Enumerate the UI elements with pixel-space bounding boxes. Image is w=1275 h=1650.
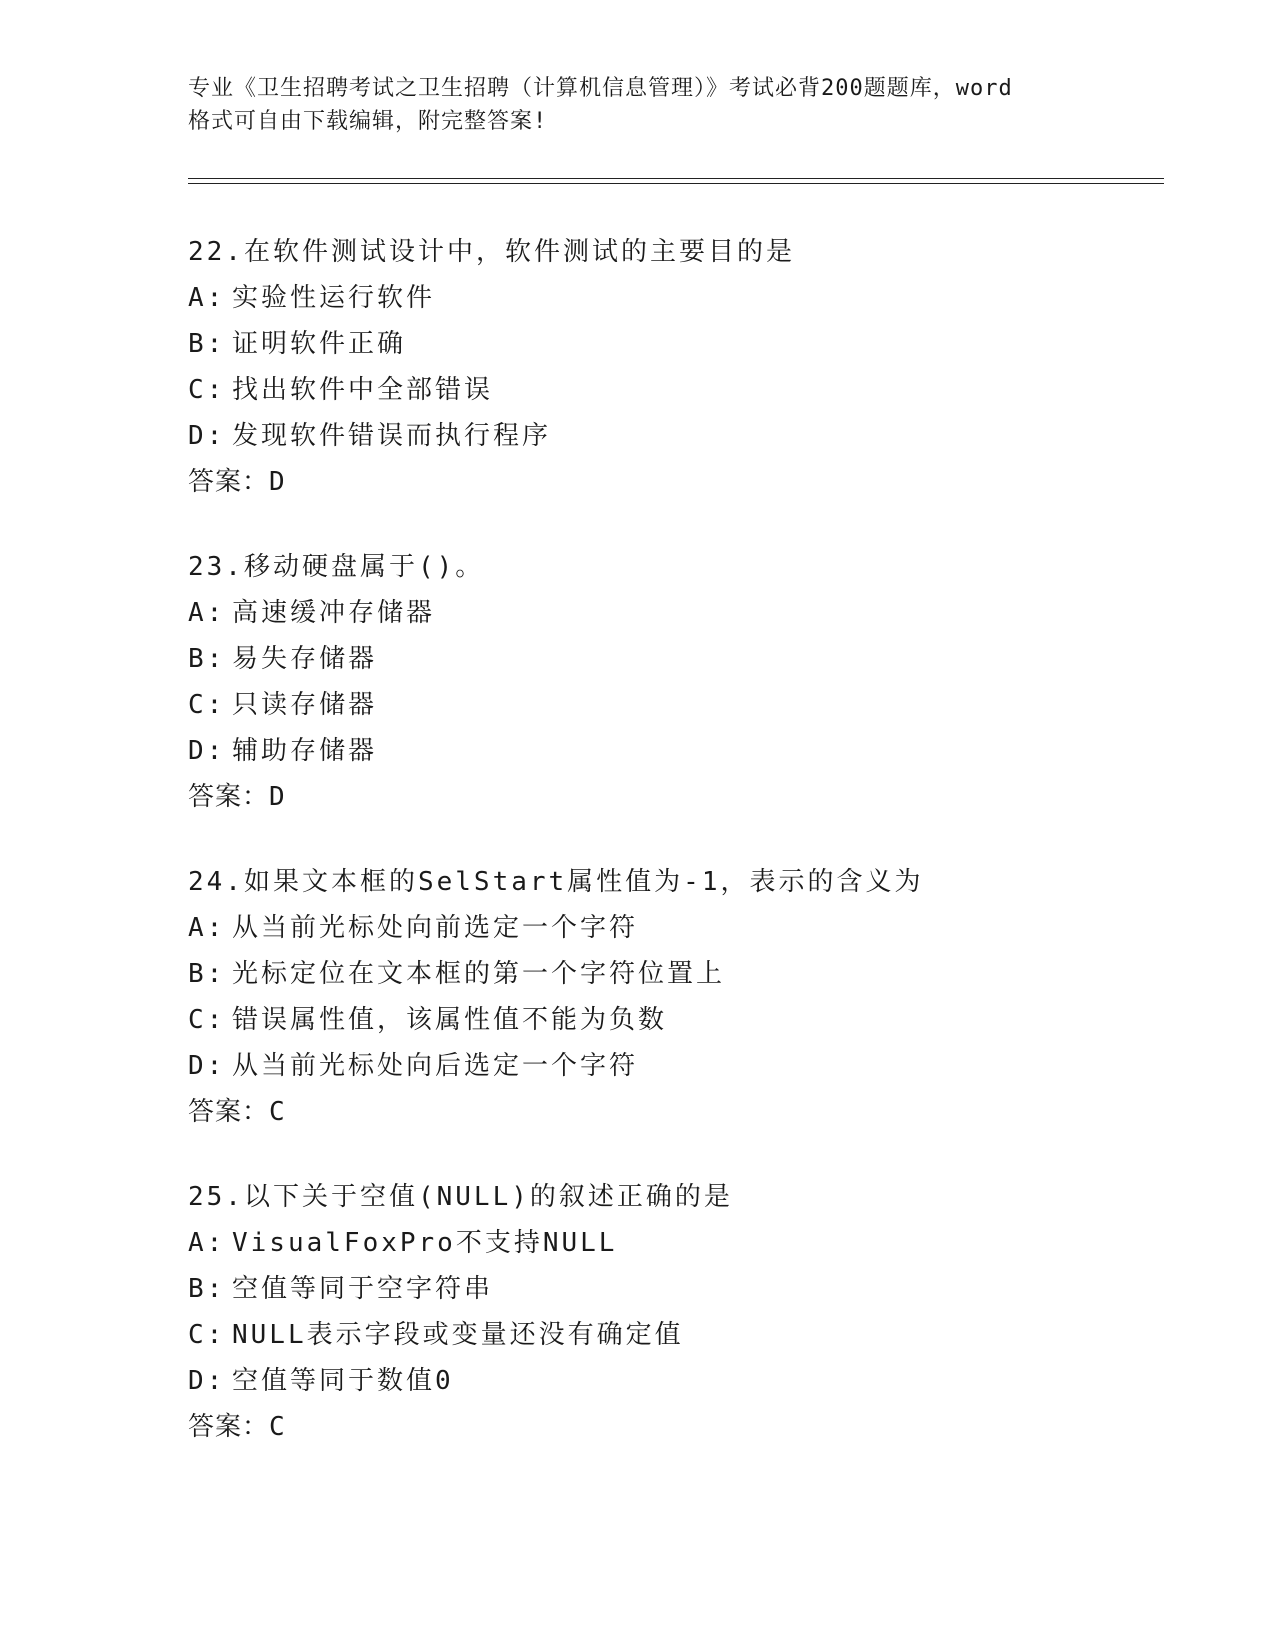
question-stem: 23.移动硬盘属于()。 — [188, 552, 485, 582]
option-text: 错误属性值，该属性值不能为负数 — [232, 1005, 668, 1035]
option-b — [188, 321, 1148, 367]
option-label: A: — [188, 598, 226, 628]
option-d — [188, 413, 1148, 459]
option-label: A: — [188, 913, 226, 943]
option-b — [188, 951, 1148, 997]
option-label: B: — [188, 329, 226, 359]
answer-value: D — [269, 782, 286, 812]
option-label: B: — [188, 1274, 226, 1304]
option-text: 辅助存储器 — [232, 736, 378, 766]
answer-value: D — [269, 467, 286, 497]
header-divider-bottom — [188, 183, 1164, 184]
answer-label: 答案： — [188, 1412, 270, 1442]
option-label: B: — [188, 959, 226, 989]
question-22 — [188, 229, 1148, 505]
option-text: 高速缓冲存储器 — [232, 598, 436, 628]
option-c — [188, 367, 1148, 413]
option-text: 空值等同于空字符串 — [232, 1274, 494, 1304]
header-line-2: 格式可自由下载编辑，附完整答案! — [188, 109, 548, 134]
option-text: 证明软件正确 — [232, 329, 407, 359]
question-25 — [188, 1174, 1148, 1450]
answer-line — [188, 1089, 1148, 1135]
option-text: 空值等同于数值0 — [232, 1366, 454, 1396]
header-divider-top — [188, 178, 1164, 179]
option-b — [188, 636, 1148, 682]
option-d — [188, 1043, 1148, 1089]
option-label: D: — [188, 421, 226, 451]
option-label: C: — [188, 690, 226, 720]
option-label: B: — [188, 644, 226, 674]
answer-value: C — [269, 1097, 286, 1127]
option-text: NULL表示字段或变量还没有确定值 — [232, 1320, 684, 1350]
header-line-1: 专业《卫生招聘考试之卫生招聘（计算机信息管理）》考试必背200题题库，word — [188, 76, 1013, 101]
answer-label: 答案： — [188, 467, 270, 497]
question-stem: 25.以下关于空值(NULL)的叙述正确的是 — [188, 1182, 733, 1212]
option-c — [188, 1312, 1148, 1358]
option-text: 从当前光标处向前选定一个字符 — [232, 913, 639, 943]
question-24 — [188, 859, 1148, 1135]
option-b — [188, 1266, 1148, 1312]
option-label: A: — [188, 1228, 226, 1258]
option-text: 实验性运行软件 — [232, 283, 436, 313]
option-label: D: — [188, 736, 226, 766]
question-23 — [188, 544, 1148, 820]
option-text: 从当前光标处向后选定一个字符 — [232, 1051, 639, 1081]
option-label: C: — [188, 1005, 226, 1035]
option-c — [188, 997, 1148, 1043]
question-stem: 22.在软件测试设计中，软件测试的主要目的是 — [188, 237, 795, 267]
option-a — [188, 905, 1148, 951]
option-d — [188, 728, 1148, 774]
answer-line — [188, 774, 1148, 820]
answer-label: 答案： — [188, 782, 270, 812]
option-c — [188, 682, 1148, 728]
question-stem: 24.如果文本框的SelStart属性值为-1，表示的含义为 — [188, 867, 924, 897]
answer-value: C — [269, 1412, 286, 1442]
option-text: 发现软件错误而执行程序 — [232, 421, 552, 451]
option-label: D: — [188, 1051, 226, 1081]
option-text: 只读存储器 — [232, 690, 378, 720]
option-label: D: — [188, 1366, 226, 1396]
option-text: 光标定位在文本框的第一个字符位置上 — [232, 959, 726, 989]
option-a — [188, 1220, 1148, 1266]
option-a — [188, 590, 1148, 636]
document-header — [188, 72, 1088, 138]
answer-line — [188, 1404, 1148, 1450]
answer-line — [188, 459, 1148, 505]
option-text: 找出软件中全部错误 — [232, 375, 494, 405]
option-text: VisualFoxPro不支持NULL — [232, 1228, 618, 1258]
option-d — [188, 1358, 1148, 1404]
option-text: 易失存储器 — [232, 644, 378, 674]
option-label: A: — [188, 283, 226, 313]
option-a — [188, 275, 1148, 321]
answer-label: 答案： — [188, 1097, 270, 1127]
option-label: C: — [188, 1320, 226, 1350]
option-label: C: — [188, 375, 226, 405]
